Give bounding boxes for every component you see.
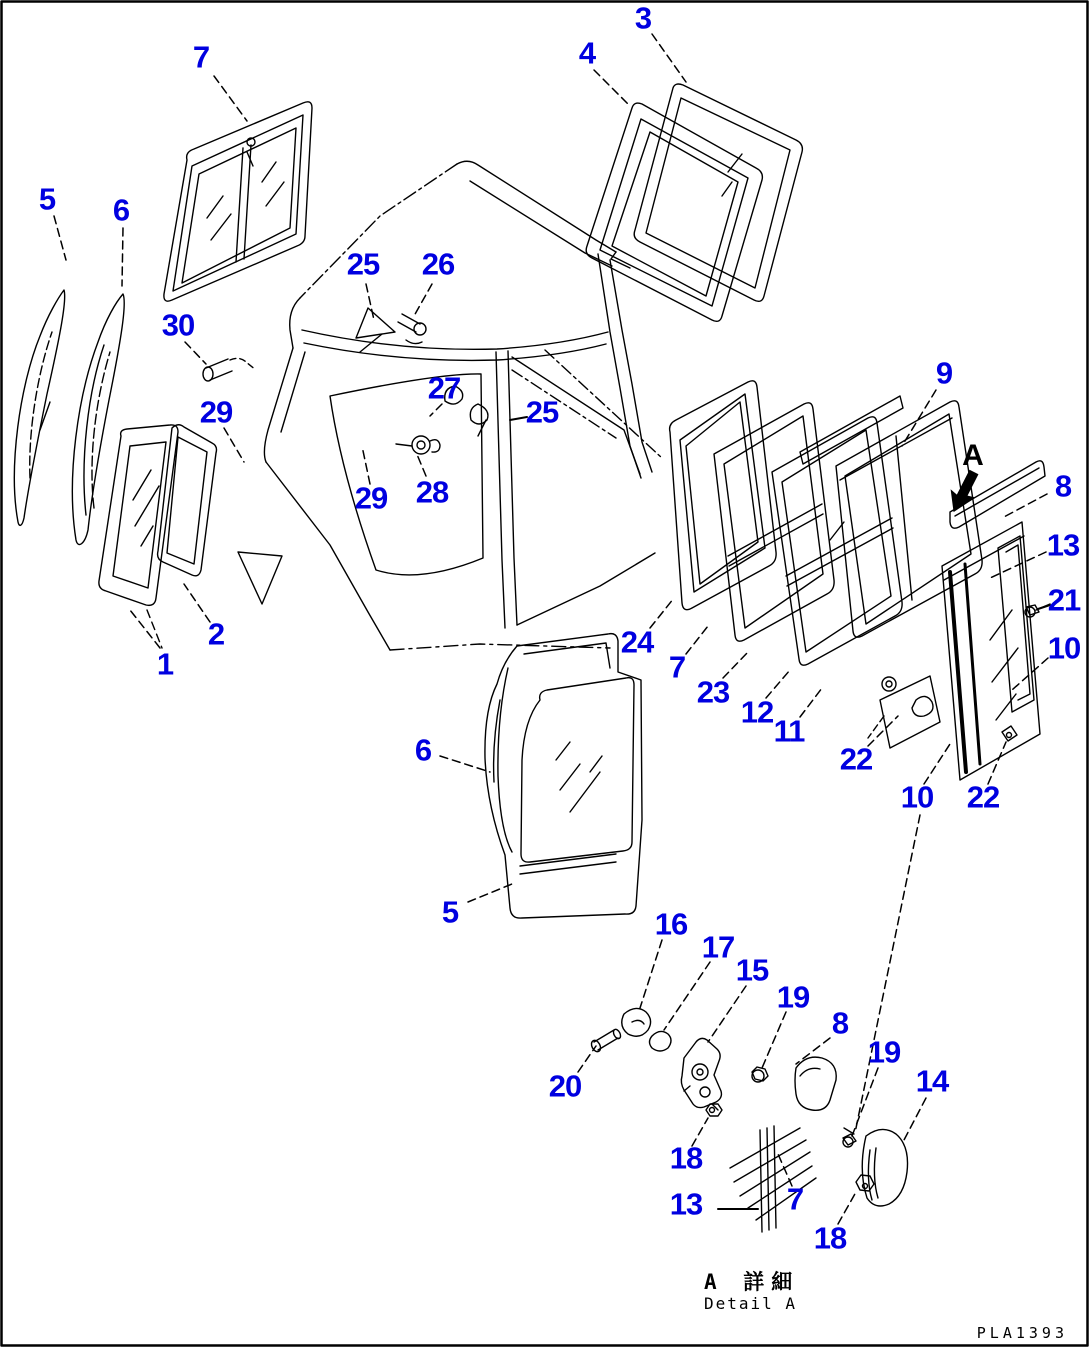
callout-16: 16 [654,906,688,942]
callout-12: 12 [740,694,774,730]
callout-10: 10 [1047,630,1081,666]
part-cover-14 [844,1128,908,1206]
part-sash-7-23 [714,403,834,641]
callout-19: 19 [776,979,810,1015]
callout-21: 21 [1047,582,1081,618]
callout-22: 22 [966,779,1000,815]
callout-23: 23 [696,674,730,710]
callout-6: 6 [414,732,432,768]
part-bracket-22 [868,676,940,748]
part-seal-4 [586,103,762,321]
bolt-19-b [843,1134,856,1147]
bolt-30 [203,358,256,381]
bolt-28 [396,436,440,454]
callout-6: 6 [112,192,130,228]
part-glass-3 [634,84,802,301]
callout-25: 25 [346,246,380,282]
detail-caption-jp: A 詳細 [704,1270,800,1294]
part-latch-15 [681,1038,721,1110]
wiper-bracket-25 [356,308,395,338]
callout-27: 27 [427,370,461,406]
part-frame-1 [99,425,178,648]
callout-7: 7 [192,39,210,75]
callout-13: 13 [669,1186,703,1222]
callout-26: 26 [421,246,455,282]
callout-22: 22 [839,741,873,777]
part-door-glass-5 [520,678,634,874]
part-door-frame-6 [485,634,642,918]
callout-1: 1 [156,646,174,682]
callout-8: 8 [1054,468,1072,504]
callout-14: 14 [915,1063,949,1099]
bolt-19-a [752,1067,768,1082]
callout-3: 3 [634,0,652,36]
callout-29: 29 [199,394,233,430]
callout-11: 11 [773,713,805,749]
callout-2: 2 [207,616,225,652]
part-sliding-window-7 [164,102,312,301]
bolt-22-small [1002,726,1017,741]
callout-25: 25 [525,394,559,430]
callout-17: 17 [701,929,735,965]
part-weatherstrip-24 [670,381,777,610]
part-handle-8 [730,1057,836,1220]
callout-5: 5 [38,181,56,217]
part-trim-6 [72,294,124,545]
callout-4: 4 [578,35,596,71]
part-trim-5 [14,290,64,525]
callout-8: 8 [831,1005,849,1041]
callout-29: 29 [354,480,388,516]
callout-13: 13 [1046,527,1080,563]
callout-28: 28 [415,474,449,510]
callout-24: 24 [620,624,654,660]
callout-18: 18 [813,1220,847,1256]
part-seal-2 [158,425,217,576]
callout-10: 10 [900,779,934,815]
bolt-26 [398,314,426,344]
callout-30: 30 [161,307,195,343]
callout-19: 19 [867,1034,901,1070]
callout-15: 15 [735,952,769,988]
clip-25-mid [470,404,488,436]
detail-caption-en: Detail A [704,1294,798,1313]
part-panel-10 [942,522,1040,780]
callout-7: 7 [668,649,686,685]
part-cab-body [203,161,662,650]
callout-9: 9 [935,355,953,391]
callout-18: 18 [669,1140,703,1176]
part-clip-17 [650,1031,672,1051]
part-clip-16 [622,1008,651,1036]
callout-5: 5 [441,894,459,930]
bolt-18-b [856,1175,874,1191]
plate-code: PLA1393 [976,1324,1068,1342]
callout-20: 20 [548,1068,582,1104]
section-marker-a: A [962,439,984,472]
callout-7: 7 [786,1181,804,1217]
